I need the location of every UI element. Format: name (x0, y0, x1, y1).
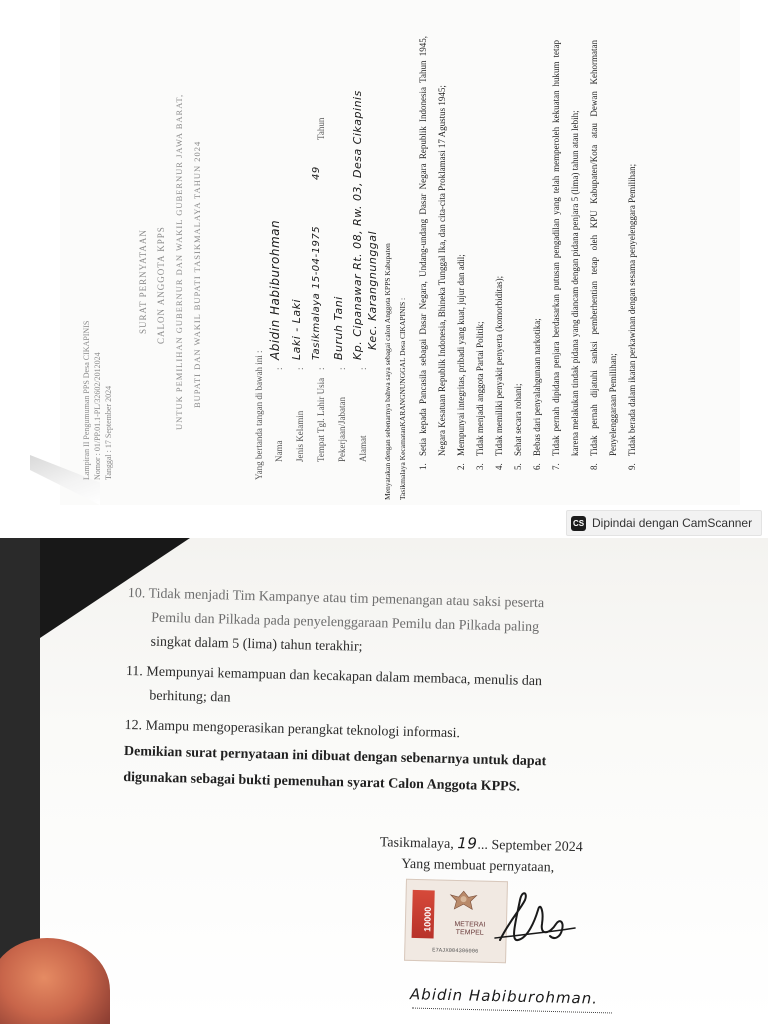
requirement-item (471, 40, 490, 470)
field-value-ttl: Tasikmalaya 15-04-1975 (311, 225, 322, 360)
requirement-number: 4. (494, 463, 504, 470)
field-colon: : (316, 367, 326, 370)
field-unit-age: Tahun (316, 117, 326, 140)
place-date-prefix: Tasikmalaya, (379, 835, 455, 853)
requirement-12: 12. Mampu mengoperasikan perangkat teknologi informasi. (124, 717, 461, 742)
statement-line-2: Tasikmalaya KecamatanKARANGNUNGGAL Desa CIKAPINIS : (398, 297, 407, 500)
requirement-text: Tidak pernah dipidana penjara berdasarkan putusan pengadilan yang telah memperoleh kekuatan hukum tetap karena melakukan tindak pidana yang diancam dengan pidana penjara 5 (lima) tahun atau lebih; (551, 40, 580, 456)
requirement-number: 9. (627, 463, 637, 470)
place-date-suffix: ... September 2024 (477, 837, 583, 856)
field-colon: : (295, 367, 305, 370)
requirement-item (585, 40, 623, 470)
field-value-age: 49 (311, 166, 322, 180)
attachment-line-3: Tanggal : 17 September 2024 (104, 385, 113, 480)
title-line-3: UNTUK PEMILIHAN GUBERNUR DAN WAKIL GUBERNUR JAWA BARAT, (174, 93, 184, 430)
requirement-text: Setia kepada Pancasila sebagai Dasar Negara, Undang-undang Dasar Negara Republik Indonesia Tahun 1945, Negara Kesatuan Republik Indonesia, Bhineka Tunggal Ika, dan cita-cita Proklamasi 17 Agustus 1945; (418, 36, 447, 456)
requirement-item (528, 40, 547, 470)
requirement-text: Tidak menjadi anggota Partai Politik; (475, 321, 485, 456)
requirement-number: 8. (589, 463, 599, 470)
attachment-line-2: Nomor : 01/PP.01.1-PL/32602/2012024 (93, 352, 102, 480)
attachment-line-1: Lampiran II Pengumuman PPS Desa CIKAPINIS (82, 320, 91, 480)
requirement-number: 1. (418, 463, 428, 470)
requirement-number: 3. (475, 463, 485, 470)
requirement-item (490, 40, 509, 470)
requirement-number: 2. (456, 463, 466, 470)
field-label-ttl: Tempat Tgl. Lahir Usia (316, 377, 326, 462)
signature-icon (480, 880, 590, 960)
field-label-nama: Nama (274, 440, 284, 462)
requirement-item (414, 36, 452, 470)
stamp-value: 10000 (422, 906, 433, 932)
closing-line-2: digunakan sebagai bukti pemenuhan syarat Calon Anggota KPPS. (123, 769, 521, 795)
requirements-list (414, 36, 642, 470)
camscanner-text: Dipindai dengan CamScanner (592, 516, 753, 530)
intro-text: Yang bertanda tangan di bawah ini : (254, 350, 264, 480)
statement-line-1: Menyatakan dengan sebenarnya bahwa saya sebagai calon Anggota KPPS Kabupaten (383, 243, 392, 500)
field-label-jenis-kelamin: Jenis Kelamin (295, 410, 305, 462)
stamp-label-1: METERAI (454, 920, 486, 929)
closing-line-1: Demikian surat pernyataan ini dibuat dengan sebenarnya untuk dapat (123, 743, 547, 770)
requirement-text: Tidak pernah dijatuhi sanksi pemberhentian tetap oleh KPU Kabupaten/Kota atau Dewan Kehormatan Penyelenggaraan Pemilihan; (589, 40, 618, 456)
title-line-2: CALON ANGGOTA KPPS (156, 226, 166, 344)
requirement-number: 5. (513, 463, 523, 470)
requirement-11-line-2: berhitung; dan (149, 688, 231, 706)
photo-page-area (0, 538, 768, 1024)
field-colon: : (337, 367, 347, 370)
requirement-item (623, 40, 642, 470)
stamp-value-band (412, 890, 435, 939)
requirement-text: Sehat secara rohani; (513, 383, 523, 456)
place-date-day: 19 (457, 834, 478, 853)
field-label-alamat: Alamat (358, 435, 368, 462)
field-value-alamat: Kp. Cipanawar Rt. 08, Rw. 03, Desa Cikapinis (351, 90, 364, 360)
title-line-4: BUPATI DAN WAKIL BUPATI TASIKMALAYA TAHUN 2024 (192, 140, 202, 408)
requirements-layer (414, 36, 734, 470)
requirement-text: Bebas dari penyalahgunaan narkotika; (532, 318, 542, 456)
title-line-1: SURAT PERNYATAAN (138, 229, 148, 334)
requirement-text: Tidak memiliki penyakit penyerta (komorbiditas); (494, 275, 504, 456)
requirement-10-line-2: Pemilu dan Pilkada pada penyelenggaraan Pemilu dan Pilkada paling (151, 610, 540, 636)
camscanner-logo-icon: CS (571, 516, 586, 531)
requirement-number: 7. (551, 463, 561, 470)
requirement-item (452, 40, 471, 470)
requirement-item (547, 40, 585, 470)
field-colon: : (358, 367, 368, 370)
field-value-jenis-kelamin: Laki - Laki (290, 298, 303, 360)
requirement-text: Mempunyai integritas, pribadi yang kuat, jujur dan adil; (456, 254, 466, 456)
signer-name: Abidin Habiburohman. (409, 985, 599, 1008)
requirement-number: 6. (532, 463, 542, 470)
garuda-emblem-icon (446, 887, 481, 914)
requirement-10-line-3: singkat dalam 5 (lima) tahun terakhir; (150, 634, 363, 655)
requirement-item (509, 40, 528, 470)
field-value-nama: Abidin Habiburohman (268, 219, 282, 360)
requirement-text: Tidak berada dalam ikatan perkawinan dengan sesama penyelenggara Pemilihan; (627, 163, 637, 456)
maker-label: Yang membuat pernyataan, (401, 856, 555, 876)
stamp-label-2: TEMPEL (455, 928, 484, 937)
requirement-11-line-1: 11. Mempunyai kemampuan dan kecakapan dalam membaca, menulis dan (125, 663, 543, 690)
field-colon: : (274, 367, 284, 370)
field-label-pekerjaan: Pekerjaan/Jabatan (337, 397, 347, 462)
stamp-serial-code: E7AJX004306006 (432, 946, 479, 955)
camscanner-watermark (566, 510, 762, 536)
field-value-pekerjaan: Buruh Tani (332, 296, 345, 360)
requirement-10-line-1: 10. Tidak menjadi Tim Kampanye atau tim pemenangan atau saksi peserta (127, 586, 545, 612)
field-value-alamat-2: Kec. Karangnunggal (366, 230, 379, 350)
